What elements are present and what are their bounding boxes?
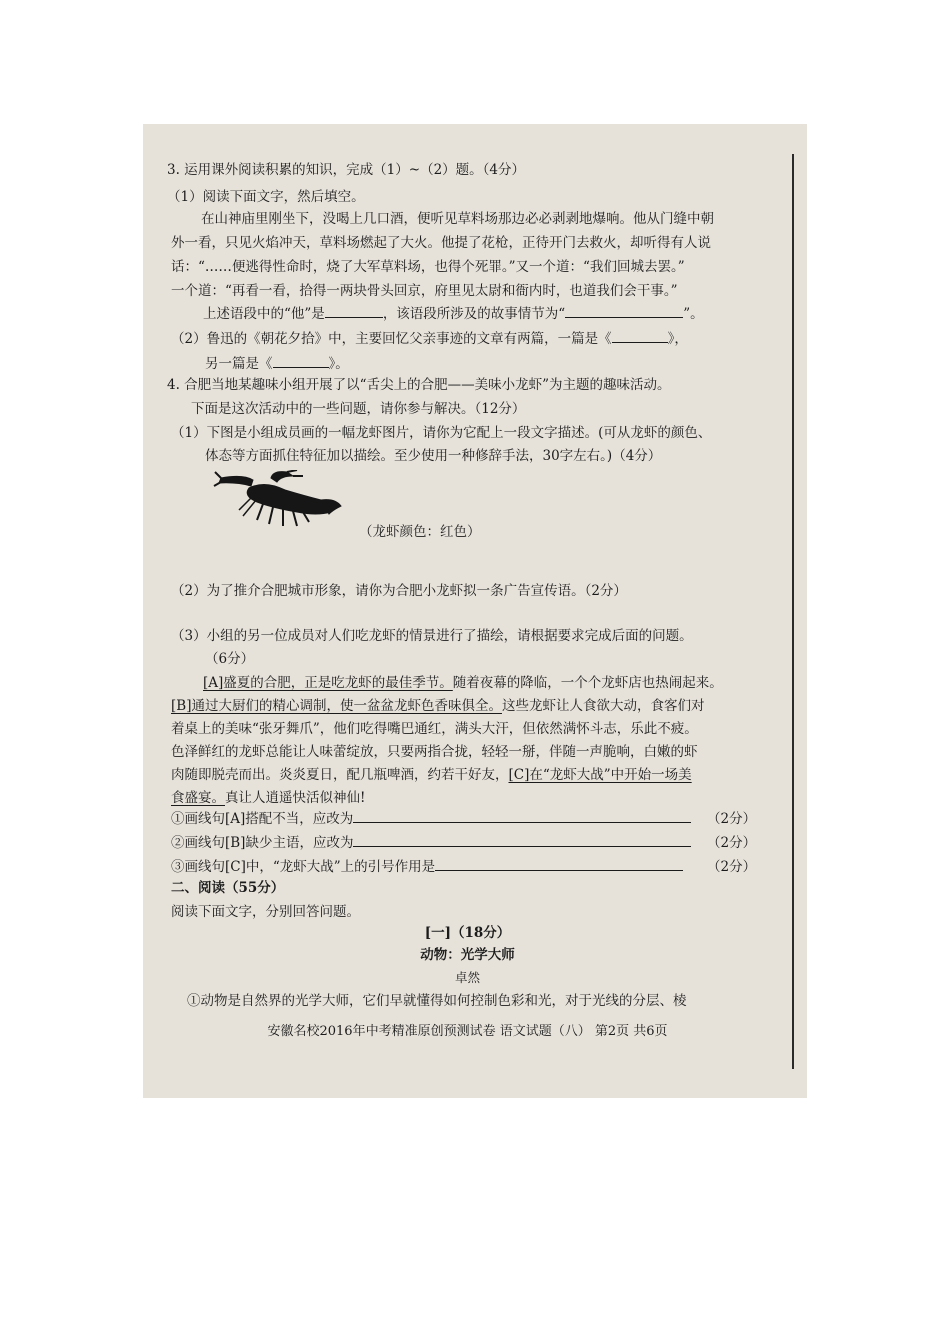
q4-sub1-line-2: 体态等方面抓住特征加以描绘。至少使用一种修辞手法，30字左右。)（4分） <box>205 448 662 464</box>
q3-fill-prompt-b: ，该语段所涉及的故事情节为“ <box>382 306 566 322</box>
q4-item-1 <box>171 810 691 828</box>
answer-blank-essay-1[interactable] <box>612 330 668 343</box>
answer-blank-item-1[interactable] <box>353 810 691 823</box>
item-3-prompt: ③画线句[C]中，“龙虾大战”上的引号作用是 <box>171 859 436 875</box>
q4-passage-text: 真让人逍遥快活似神仙! <box>225 790 366 806</box>
q3-title: 3. 运用课外阅读积累的知识，完成（1）~（2）题。（4分） <box>167 162 525 178</box>
q4-passage-line-1 <box>203 674 723 692</box>
exam-page <box>143 124 807 1098</box>
q3-sub2-line-2 <box>205 355 349 373</box>
answer-blank-item-3[interactable] <box>435 858 683 871</box>
underlined-sentence-c-end: 食盛宴。 <box>171 790 225 806</box>
q4-passage-text: 这些龙虾让人食欲大动，食客们对 <box>501 698 705 714</box>
q3-passage-line-3: 话：“……便逃得性命时，烧了大军草料场，也得个死罪。”又一个道：“我们回城去罢。” <box>171 259 685 275</box>
article-author: 卓然 <box>454 970 480 985</box>
crayfish-image <box>213 470 343 530</box>
q3-fill-prompt-c: ”。 <box>683 306 704 322</box>
q4-passage-line-5 <box>171 766 692 784</box>
answer-blank-essay-2[interactable] <box>273 355 329 368</box>
q4-item-3 <box>171 858 683 876</box>
q3-fill-prompt-a: 上述语段中的“他”是 <box>203 306 325 322</box>
answer-blank-item-2[interactable] <box>353 834 691 847</box>
underlined-sentence-b: [B]通过大厨们的精心调制，使一盆盆龙虾色香味俱全。 <box>171 698 502 714</box>
q3-sub2-prompt-b: 》， <box>667 331 688 347</box>
q4-title-line-2: 下面是这次活动中的一些问题，请你参与解决。（12分） <box>191 401 526 417</box>
article-first-line: ①动物是自然界的光学大师，它们早就懂得如何控制色彩和光，对于光线的分层、棱 <box>187 993 687 1009</box>
q3-sub2-line <box>171 330 688 348</box>
reading-section-heading: 二、阅读（55分） <box>171 880 285 896</box>
q3-sub2-prompt-c: 另一篇是《 <box>205 356 273 372</box>
answer-blank-character[interactable] <box>325 305 383 318</box>
item-1-score: （2分） <box>707 811 757 827</box>
item-2-score: （2分） <box>707 835 757 851</box>
q4-passage-text: 肉随即脱壳而出。炎炎夏日，配几瓶啤酒，约若干好友， <box>171 767 509 783</box>
page-footer: 安徽名校2016年中考精准原创预测试卷 语文试题（八） 第2页 共6页 <box>267 1024 668 1039</box>
crayfish-caption: （龙虾颜色：红色） <box>359 524 481 540</box>
q3-sub1: （1）阅读下面文字，然后填空。 <box>167 189 365 205</box>
q4-sub3-line-2: （6分） <box>205 651 255 667</box>
reading-part-heading: [一]（18分） <box>424 925 511 941</box>
q4-sub1-line-1: （1）下图是小组成员画的一幅龙虾图片，请你为它配上一段文字描述。(可从龙虾的颜色、 <box>171 425 712 441</box>
q4-sub2: （2）为了推介合肥城市形象，请你为合肥小龙虾拟一条广告宣传语。（2分） <box>171 583 627 599</box>
q4-passage-text: 随着夜幕的降临，一个个龙虾店也热闹起来。 <box>452 675 723 691</box>
item-1-prompt: ①画线句[A]搭配不当，应改为 <box>171 811 354 827</box>
q3-passage-line-4: 一个道：“再看一看，拾得一两块骨头回京，府里见太尉和衙内时，也道我们会干事。” <box>171 283 678 299</box>
q4-passage-line-3: 着桌上的美味“张牙舞爪”，他们吃得嘴巴通红，满头大汗，但依然满怀斗志，乐此不疲。 <box>171 721 698 737</box>
q4-item-2 <box>171 834 691 852</box>
q3-passage-line-1: 在山神庙里刚坐下，没喝上几口酒，便听见草料场那边必必剥剥地爆响。他从门缝中朝 <box>201 211 714 227</box>
q4-passage-line-4: 色泽鲜红的龙虾总能让人味蕾绽放，只要两指合拢，轻轻一掰，伴随一声脆响，白嫩的虾 <box>171 744 698 760</box>
q3-sub2-prompt-a: （2）鲁迅的《朝花夕拾》中，主要回忆父亲事迹的文章有两篇，一篇是《 <box>171 331 612 347</box>
q3-fill-line <box>203 305 704 323</box>
q4-passage-line-2 <box>171 697 704 715</box>
reading-instruction: 阅读下面文字，分别回答问题。 <box>171 904 360 920</box>
answer-blank-plot[interactable] <box>565 305 683 318</box>
q4-passage-line-6 <box>171 789 365 807</box>
item-3-score: （2分） <box>707 859 757 875</box>
underlined-sentence-c: [C]在“龙虾大战”中开始一场美 <box>508 767 692 783</box>
fold-line <box>792 154 794 1069</box>
q4-title-line-1: 4. 合肥当地某趣味小组开展了以“舌尖上的合肥——美味小龙虾”为主题的趣味活动。 <box>167 377 671 393</box>
article-title: 动物：光学大师 <box>420 947 515 963</box>
q4-sub3-line-1: （3）小组的另一位成员对人们吃龙虾的情景进行了描绘，请根据要求完成后面的问题。 <box>171 628 693 644</box>
q3-sub2-prompt-d: 》。 <box>328 356 349 372</box>
item-2-prompt: ②画线句[B]缺少主语，应改为 <box>171 835 354 851</box>
q3-passage-line-2: 外一看，只见火焰冲天，草料场燃起了大火。他提了花枪，正待开门去救火，却听得有人说 <box>171 235 711 251</box>
underlined-sentence-a: [A]盛夏的合肥，正是吃龙虾的最佳季节。 <box>203 675 453 691</box>
